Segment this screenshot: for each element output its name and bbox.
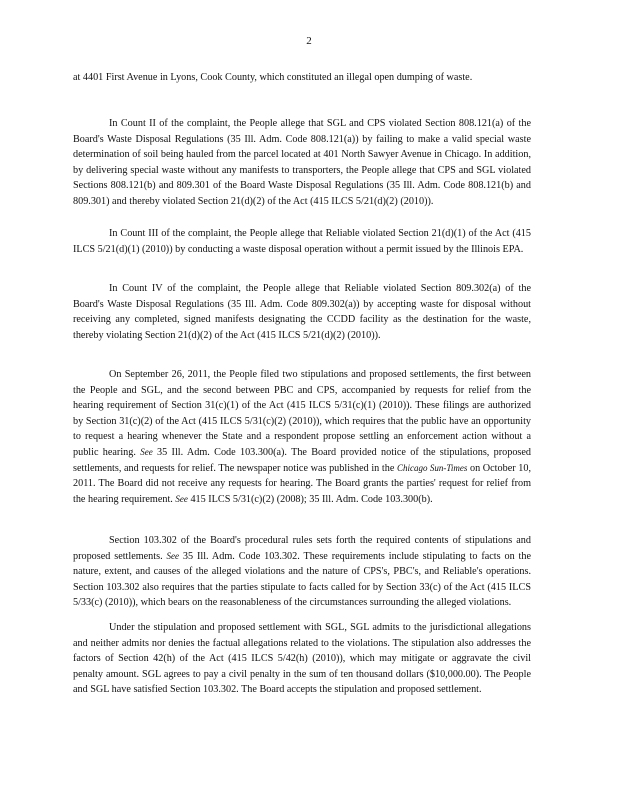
paragraph-count-iv: [73, 281, 531, 343]
page-number: 2: [306, 35, 312, 47]
text-run: at 4401 First Avenue in Lyons, Cook County, which constituted an illegal open dumping of waste.: [73, 72, 473, 83]
text-run: In Count II of the complaint, the People allege that SGL and CPS violated Section 808.121(a) of the Board's Waste Disposal Regulations (35 Ill. Adm. Code 808.121(a)) by failing to make a valid special waste determination of soil being hauled from the parcel located at 401 North Sawyer Avenue in Chicago. In addition, by delivering special waste without any manifests to transporters, the People allege that CPS and SGL violated Sections 808.121(b) and 809.301 of the Board Waste Disposal Regulations (35 Ill. Adm. Code 808.121(b) and 809.301) and thereby violated Section 21(d)(2) of the Act (415 ILCS 5/21(d)(2) (2010)).: [73, 118, 531, 207]
text-run: On September 26, 2011, the People filed two stipulations and proposed settlements, the first between the People and SGL, and the second between PBC and CPS, accompanied by requests for relief from the hearing requirement of Section 31(c)(1) of the Act (415 ILCS 5/31(c)(1) (2010)). These filings are authorized by Section 31(c)(2) of the Act (415 ILCS 5/31(c)(2) (2010)), which requires that the public have an opportunity to request a hearing whenever the State and a respondent propose settling an enforcement action without a public hearing.: [73, 369, 531, 458]
text-run: In Count III of the complaint, the People allege that Reliable violated Section 21(d)(1) of the Act (415 ILCS 5/21(d)(1) (2010)) by conducting a waste disposal operation without a permit issued by the Illinois EPA.: [73, 228, 531, 255]
italic-text-run: See: [166, 550, 180, 561]
italic-text-run: See: [175, 493, 188, 504]
text-run: 415 ILCS 5/31(c)(2) (2008); 35 Ill. Adm. Code 103.300(b).: [187, 493, 433, 505]
paragraph-count-i-continuation: [73, 70, 531, 86]
paragraph-sgl-settlement: [73, 620, 531, 698]
paragraph-count-iii: [73, 226, 531, 257]
text-run: 35 Ill. Adm. Code 103.302. These requirements include stipulating to facts on the nature, extent, and causes of the alleged violations and the nature of CPS's, PBC's, and Reliable's operations. Section 103.302 also requires that the parties stipulate to facts called for by Section 33(c) of the Act (415 ILCS 5/33(c) (2010)), which bears on the reasonableness of the circumstances surrounding the alleged violations.: [73, 550, 531, 609]
text-run: 35 Ill. Adm. Code 103.300(a). The Board provided notice of the stipulations, proposed settlements, and requests for relief. The newspaper notice was published in the: [73, 446, 532, 474]
paragraph-stipulations-filed: [73, 367, 531, 507]
paragraph-section-103-302: [73, 533, 531, 611]
text-run: Under the stipulation and proposed settlement with SGL, SGL admits to the jurisdictional allegations and neither admits nor denies the factual allegations related to the violations. The stipulation also addresses the factors of Section 42(h) of the Act (415 ILCS 5/42(h) (2010)), which may mitigate or aggravate the civil penalty amount. SGL agrees to pay a civil penalty in the sum of ten thousand dollars ($10,000.00). The People and SGL have satisfied Section 103.302. The Board accepts the stipulation and proposed settlement.: [73, 622, 531, 696]
text-run: In Count IV of the complaint, the People allege that Reliable violated Section 809.302(a) of the Board's Waste Disposal Regulations (35 Ill. Adm. Code 809.302(a)) by accepting waste for disposal without receiving any completed, signed manifests designating the CCDD facility as the destination for the waste, thereby violating Section 21(d)(2) of the Act (415 ILCS 5/21(d)(2) (2010)).: [73, 283, 531, 341]
italic-text-run: See: [140, 446, 153, 457]
paragraph-count-ii: [73, 116, 531, 210]
italic-text-run: Chicago Sun-Times: [397, 462, 468, 473]
text-run: on October 10, 2011. The Board did not receive any requests for hearing. The Board grants the parties' request for relief from the hearing requirement.: [73, 462, 531, 505]
text-run: Section 103.302 of the Board's procedural rules sets forth the required contents of stipulations and proposed settlements.: [73, 535, 531, 562]
